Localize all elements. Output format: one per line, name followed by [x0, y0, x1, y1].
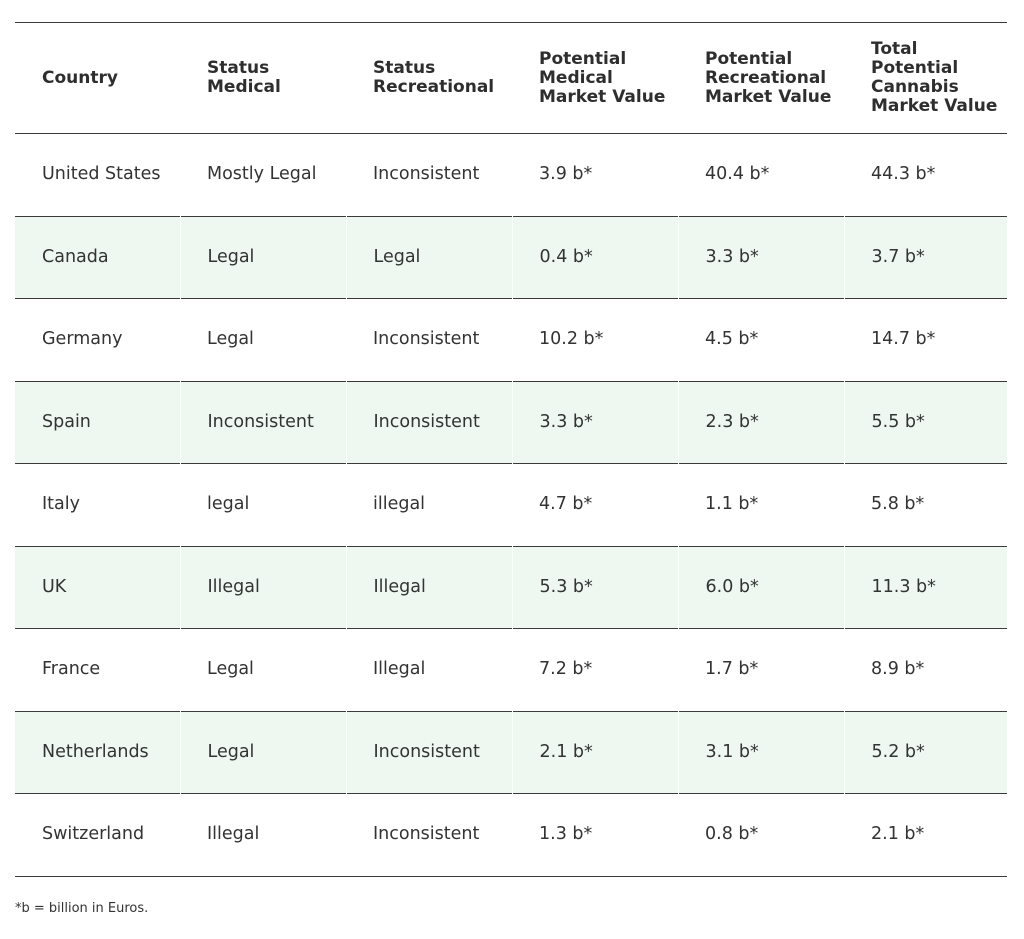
table-row	[15, 464, 1007, 547]
cell-medical-market-value: 10.2 b*	[539, 329, 604, 350]
cell-status-recreational: Inconsistent	[346, 711, 512, 794]
cell-status-medical: Legal	[207, 329, 254, 350]
cell-country: Canada	[15, 216, 180, 299]
cell-recreational-market-value: 3.1 b*	[678, 711, 844, 794]
table-header	[15, 23, 1007, 134]
cell-recreational-market-value: 4.5 b*	[705, 329, 759, 350]
cell-status-medical: Legal	[207, 659, 254, 680]
table-row	[15, 546, 1007, 629]
table-row	[15, 134, 1007, 217]
cell-country: Italy	[42, 494, 80, 515]
market-value-table	[15, 22, 1007, 877]
cell-status-medical: legal	[207, 494, 250, 515]
cell-recreational-market-value: 1.1 b*	[705, 494, 759, 515]
cell-country: Switzerland	[42, 824, 145, 845]
header-row	[15, 23, 1007, 134]
cell-total-market-value: 3.7 b*	[844, 216, 1007, 299]
header-total-market-value: Total Potential Cannabis Market Value	[871, 39, 998, 116]
cell-status-medical: Mostly Legal	[207, 164, 317, 185]
cell-total-market-value: 5.8 b*	[871, 494, 925, 515]
table-row	[15, 216, 1007, 299]
header-country: Country	[42, 67, 118, 88]
header-medical-market-value: Potential Medical Market Value	[539, 48, 666, 107]
cell-country: Spain	[15, 381, 180, 464]
cell-recreational-market-value: 40.4 b*	[705, 164, 770, 185]
table-row	[15, 299, 1007, 382]
cell-country: Netherlands	[15, 711, 180, 794]
cell-country: United States	[42, 164, 161, 185]
cell-recreational-market-value: 2.3 b*	[678, 381, 844, 464]
cell-status-recreational: Inconsistent	[373, 329, 480, 350]
header-status-recreational: Status Recreational	[373, 58, 495, 97]
cell-total-market-value: 14.7 b*	[871, 329, 936, 350]
cell-status-recreational: Inconsistent	[373, 824, 480, 845]
cell-medical-market-value: 3.3 b*	[512, 381, 678, 464]
cell-total-market-value: 11.3 b*	[844, 546, 1007, 629]
cell-status-medical: Illegal	[207, 824, 260, 845]
cell-total-market-value: 5.2 b*	[844, 711, 1007, 794]
cell-medical-market-value: 3.9 b*	[539, 164, 593, 185]
market-value-table-container	[15, 22, 1007, 877]
cell-recreational-market-value: 0.8 b*	[705, 824, 759, 845]
cell-status-recreational: Illegal	[346, 546, 512, 629]
header-status-medical: Status Medical	[207, 58, 281, 97]
cell-status-recreational: illegal	[373, 494, 426, 515]
cell-medical-market-value: 7.2 b*	[539, 659, 593, 680]
cell-status-medical: Illegal	[180, 546, 346, 629]
cell-status-recreational: Inconsistent	[373, 164, 480, 185]
cell-recreational-market-value: 6.0 b*	[678, 546, 844, 629]
table-row	[15, 381, 1007, 464]
table-row	[15, 711, 1007, 794]
cell-status-medical: Legal	[180, 711, 346, 794]
cell-status-recreational: Legal	[346, 216, 512, 299]
header-recreational-market-value: Potential Recreational Market Value	[705, 48, 832, 107]
cell-medical-market-value: 1.3 b*	[539, 824, 593, 845]
cell-country: Germany	[42, 329, 123, 350]
table-row	[15, 629, 1007, 712]
footnote: *b = billion in Euros.	[15, 901, 149, 916]
cell-medical-market-value: 5.3 b*	[512, 546, 678, 629]
cell-medical-market-value: 2.1 b*	[512, 711, 678, 794]
cell-recreational-market-value: 3.3 b*	[678, 216, 844, 299]
cell-total-market-value: 2.1 b*	[871, 824, 925, 845]
cell-status-medical: Legal	[180, 216, 346, 299]
cell-country: UK	[15, 546, 180, 629]
cell-medical-market-value: 0.4 b*	[512, 216, 678, 299]
cell-status-medical: Inconsistent	[180, 381, 346, 464]
table-body	[15, 134, 1007, 877]
cell-total-market-value: 8.9 b*	[871, 659, 925, 680]
cell-status-recreational: Illegal	[373, 659, 426, 680]
cell-medical-market-value: 4.7 b*	[539, 494, 593, 515]
cell-total-market-value: 44.3 b*	[871, 164, 936, 185]
cell-total-market-value: 5.5 b*	[844, 381, 1007, 464]
table-row	[15, 794, 1007, 877]
cell-status-recreational: Inconsistent	[346, 381, 512, 464]
cell-recreational-market-value: 1.7 b*	[705, 659, 759, 680]
cell-country: France	[42, 659, 101, 680]
